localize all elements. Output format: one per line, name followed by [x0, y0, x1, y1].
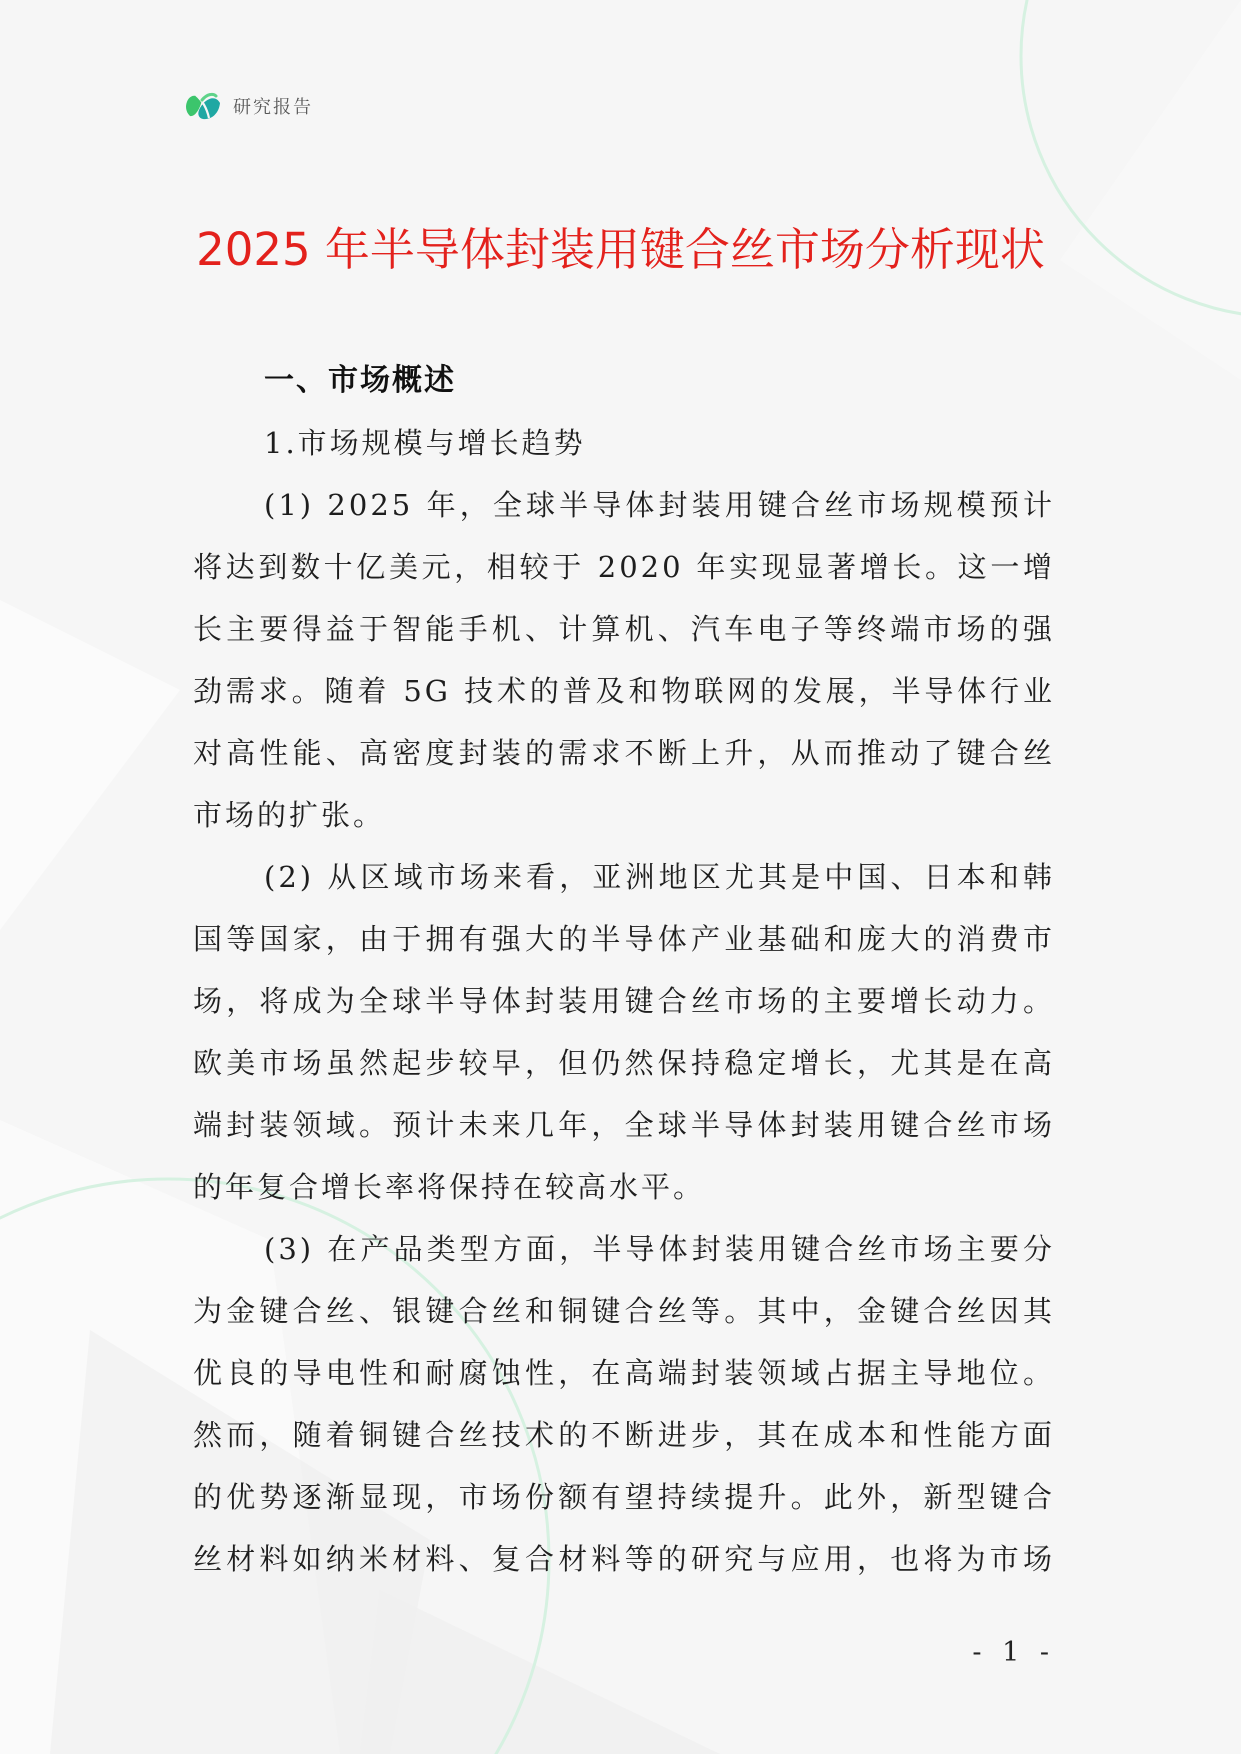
paragraph-line: 场，将成为全球半导体封装用键合丝市场的主要增长动力。 [193, 984, 1055, 1018]
decor-light-facet [1060, 0, 1241, 380]
paragraph-line: 劲需求。随着 5G 技术的普及和物联网的发展，半导体行业 [193, 674, 1055, 708]
paragraph-line: 的优势逐渐显现，市场份额有望持续提升。此外，新型键合 [193, 1480, 1055, 1514]
paragraph-line: 的年复合增长率将保持在较高水平。 [193, 1170, 706, 1204]
brand-label: 研究报告 [233, 97, 313, 118]
paragraph-line: 为金键合丝、银键合丝和铜键合丝等。其中，金键合丝因其 [193, 1294, 1055, 1328]
paragraph-line: (1) 2025 年，全球半导体封装用键合丝市场规模预计 [264, 488, 1055, 522]
paragraph-line: 丝材料如纳米材料、复合材料等的研究与应用，也将为市场 [193, 1542, 1055, 1576]
paragraph-line: 端封装领域。预计未来几年，全球半导体封装用键合丝市场 [193, 1108, 1055, 1142]
decor-light-facet [0, 600, 180, 930]
paragraph-line: 将达到数十亿美元，相较于 2020 年实现显著增长。这一增 [193, 550, 1055, 584]
paragraph-3 [193, 1218, 1055, 1590]
brand-leaf-icon [185, 91, 221, 121]
paragraph-line: 优良的导电性和耐腐蚀性，在高端封装领域占据主导地位。 [193, 1356, 1055, 1390]
paragraph-line: 国等国家，由于拥有强大的半导体产业基础和庞大的消费市 [193, 922, 1055, 956]
paragraph-line: 市场的扩张。 [193, 798, 386, 832]
decor-gray-facet [360, 1590, 720, 1754]
subsection-heading: 1.市场规模与增长趋势 [264, 426, 586, 460]
paragraph-2 [193, 846, 1055, 1218]
paragraph-line: 欧美市场虽然起步较早，但仍然保持稳定增长，尤其是在高 [193, 1046, 1055, 1080]
paragraph-line: 然而，随着铜键合丝技术的不断进步，其在成本和性能方面 [193, 1418, 1055, 1452]
paragraph-1 [193, 474, 1055, 846]
paragraph-line: (3) 在产品类型方面，半导体封装用键合丝市场主要分 [264, 1232, 1055, 1266]
page-number: - 1 - [972, 1637, 1055, 1668]
document-body [193, 350, 1055, 1590]
paragraph-line: 对高性能、高密度封装的需求不断上升，从而推动了键合丝 [193, 736, 1055, 770]
paragraph-line: 长主要得益于智能手机、计算机、汽车电子等终端市场的强 [193, 612, 1055, 646]
section-heading: 一、市场概述 [264, 363, 456, 398]
brand-header [185, 90, 313, 122]
document-title: 2025 年半导体封装用键合丝市场分析现状 [196, 223, 1045, 276]
paragraph-line: (2) 从区域市场来看，亚洲地区尤其是中国、日本和韩 [264, 860, 1055, 894]
